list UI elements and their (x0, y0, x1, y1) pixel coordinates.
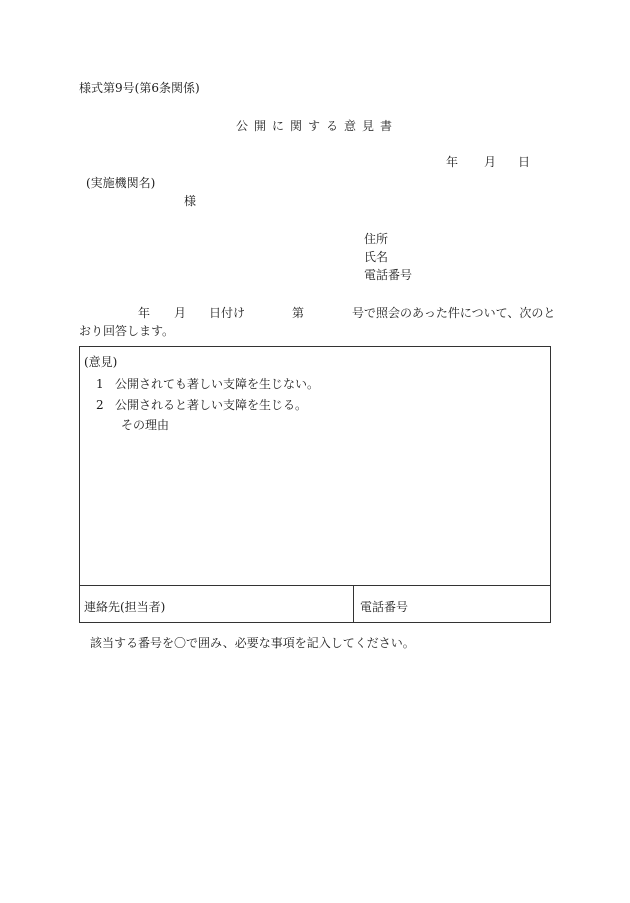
table-divider-vertical (353, 585, 354, 623)
honorific-sama: 様 (184, 194, 197, 208)
option-1-text: 公開されても著しい支障を生じない。 (115, 377, 320, 391)
table-divider-horizontal (80, 585, 550, 586)
opinion-form-table (79, 346, 551, 623)
option-2-number[interactable]: 2 (96, 398, 104, 412)
contact-person-label: 連絡先(担当者) (84, 600, 166, 614)
reason-label: その理由 (121, 418, 170, 432)
reference-month-label: 月 (174, 306, 187, 320)
footnote-instruction: 該当する番号を〇で囲み、必要な事項を記入してください。 (90, 636, 415, 650)
agency-name-label: (実施機関名) (86, 176, 156, 190)
date-month-label: 月 (484, 155, 497, 169)
option-2-text: 公開されると著しい支障を生じる。 (115, 398, 308, 412)
reference-year-label: 年 (138, 306, 151, 320)
reference-number-prefix: 第 (292, 306, 305, 320)
reference-day-label: 日付け (209, 306, 246, 320)
form-number: 様式第9号(第6条関係) (79, 81, 200, 95)
document-title: 公開に関する意見書 (236, 119, 399, 133)
opinion-heading: (意見) (84, 355, 118, 369)
date-day-label: 日 (518, 155, 531, 169)
contact-phone-label: 電話番号 (360, 600, 409, 614)
reference-sentence: 号で照会のあった件について、次のと (352, 306, 556, 320)
address-label: 住所 (364, 232, 389, 246)
reference-sentence-continued: おり回答します。 (79, 324, 175, 338)
name-label: 氏名 (364, 250, 389, 264)
option-1-number[interactable]: 1 (96, 377, 104, 391)
date-year-label: 年 (446, 155, 459, 169)
phone-label: 電話番号 (364, 268, 413, 282)
